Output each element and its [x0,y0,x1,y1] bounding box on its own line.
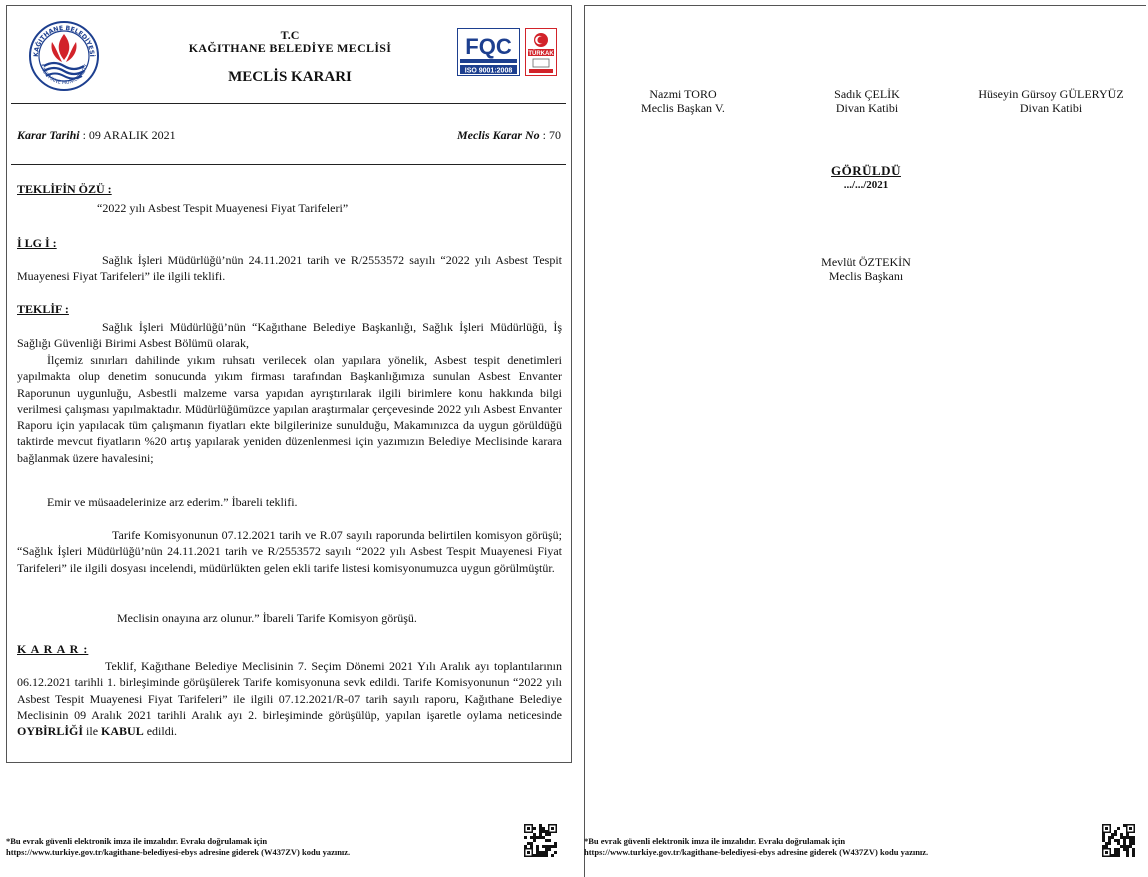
svg-text:ISO 9001:2008: ISO 9001:2008 [464,67,513,75]
signature-clerk-2: Hüseyin Gürsoy GÜLERYÜZ Divan Katibi [978,87,1124,115]
signature-clerk-1: Sadık ÇELİK Divan Katibi [834,87,900,115]
header-divider [11,103,566,104]
page-title: MECLİS KARARI [228,69,352,85]
signature-mayor: Mevlüt ÖZTEKİN Meclis Başkanı [821,255,911,283]
proposal-heading: TEKLİF : [17,302,69,316]
decision-page [6,5,572,763]
decision-text: Teklif, Kağıthane Belediye Meclisinin 7. Seçim Dönemi 2021 Yılı Aralık ayı toplantılarının 06.12.2021 tarihli 1. birleşiminde görüşülerek Tarife komisyonuna sevk edildi. Tarife Komisyonunun “2022 yılı Asbest Tespit Muayenesi Fiyat Tarifeleri” ile ilgili 07.12.2021/R-07 tarih sayılı raporu, Kağıthane Belediye Meclisinin 09 Aralık 2021 tarihli Aralık ayı 2. birleşiminde görüşülüp, yapılan işaretle oylama neticesinde OYBİRLİĞİ ile KABUL edildi. [17,659,562,739]
decision-number: Meclis Karar No : 70 [456,128,561,142]
decision-result-accepted: KABUL [101,724,144,739]
seen-date: .../.../2021 [843,179,889,191]
summary-heading: TEKLİFİN ÖZÜ : [17,182,112,196]
proposal-paragraph-1: Sağlık İşleri Müdürlüğü’nün “Kağıthane Belediye Başkanlığı, Sağlık İşleri Müdürlüğü, İş Sağlığı Güvenliği Birimi Asbest Bölümü olarak, [17,320,562,351]
proposal-paragraph-2: İlçemiz sınırları dahilinde yıkım ruhsatı verilecek olan yapılara yönelik, Asbest tespit denetimleri yapılmakta olup denetim sonucunda yıkım firması tarafından Başkanlığımıza sunulan Asbest Envanter Raporunun uygunluğu, Asbestli malzeme varsa yapıdan ayrıştırılarak ilgili birimlere konu hakkında bilgi verilmesi çalışması yapılmaktadır. Müdürlüğümüzce yapılan araştırmalar çerçevesinde 2022 yılı Asbest Envanter Raporu için yapılacak tüm çalışmanın fiyatları ekte bilgilerinize sunulduğu, Makamınızca da uygun görüldüğü taktirde mevcut fiyatların %20 artış yapılarak yeniden düzenlenmesi için yazımızın Belediye Meclisinde karara bağlanmak üzere havalesini; [17,353,562,465]
summary-text: “2022 yılı Asbest Tespit Muayenesi Fiyat Tarifeleri” [97,201,349,215]
commission-closing: Meclisin onayına arz olunur.” İbareli Tarife Komisyon görüşü. [117,611,417,625]
decision-heading: K A R A R : [17,642,89,656]
seen-title: GÖRÜLDÜ [831,163,901,178]
proposal-paragraph-3: Emir ve müsaadelerinize arz ederim.” İbareli teklifi. [47,495,298,509]
header-tc: T.C [280,28,300,42]
related-text: Sağlık İşleri Müdürlüğü’nün 24.11.2021 tarih ve R/2553572 sayılı “2022 yılı Asbest Tespit Muayenesi Fiyat Tarifeleri” ile ilgili teklifi. [17,253,562,284]
svg-text:FQC: FQC [465,34,512,59]
decision-result-unanimous: OYBİRLİĞİ [17,724,84,739]
qr-code-icon [524,824,557,857]
fqc-iso-certificate-logo [457,28,520,76]
turkak-accreditation-logo [525,28,557,76]
commission-opinion: Tarife Komisyonunun 07.12.2021 tarih ve R.07 sayılı raporunda belirtilen komisyon görüşü; “Sağlık İşleri Müdürlüğü’nün 24.11.2021 tarih ve R/2553572 sayılı “2022 yılı Asbest Tespit Muayenesi Fiyat Tarifeleri” ile ilgili dosyası incelendi, müdürlükten gelen ekli tarife listesi komisyonumuzca uygun görülmüştür. [17,528,562,575]
signature-chair-deputy: Nazmi TORO Meclis Başkan V. [641,87,725,115]
signature-page [584,5,1146,877]
qr-code-icon [1102,824,1135,857]
right-footer-verification-note: *Bu evrak güvenli elektronik imza ile imzalıdır. Evrakı doğrulamak için https://www.turkiye.gov.tr/kagithane-belediyesi-ebys adresine giderek (W437ZV) kodu yazınız. [584,836,929,857]
svg-text:KAGITHANE MUNICIPALITY: KAGITHANE MUNICIPALITY [38,63,90,87]
left-footer-verification-note: *Bu evrak güvenli elektronik imza ile imzalıdır. Evrakı doğrulamak için https://www.turkiye.gov.tr/kagithane-belediyesi-ebys adresine giderek (W437ZV) kodu yazınız. [6,836,351,857]
header-council-name: KAĞITHANE BELEDİYE MECLİSİ [188,41,392,54]
decision-date: Karar Tarihi : 09 ARALIK 2021 [17,128,176,142]
svg-text:TÜRKAK: TÜRKAK [528,51,554,57]
seen-stamp [585,163,1147,191]
related-heading: İ LG İ : [17,236,57,250]
meta-divider [11,164,566,165]
svg-text:KAĞITHANE BELEDİYESİ: KAĞITHANE BELEDİYESİ [32,24,96,58]
